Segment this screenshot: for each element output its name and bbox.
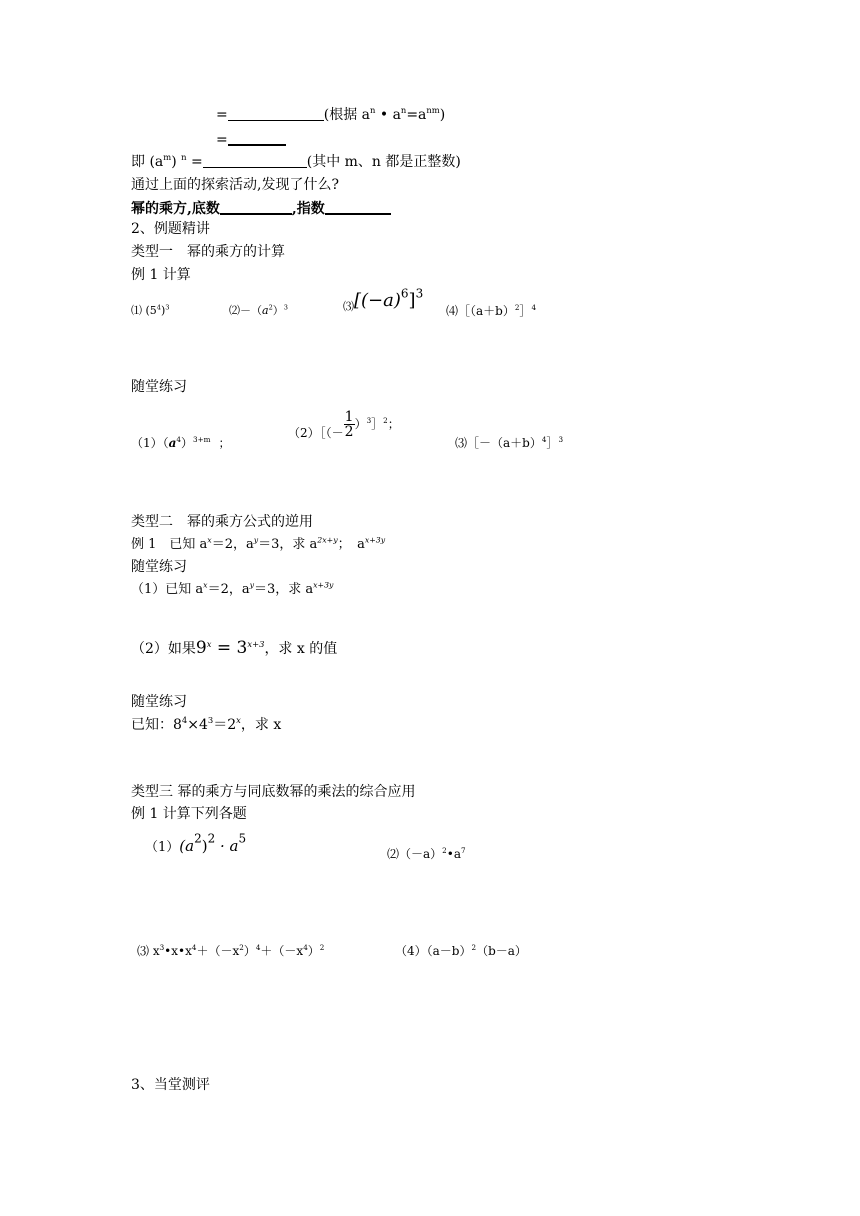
math: ] [408,290,416,311]
practice-3-1 [131,715,282,733]
exponent: 2 [207,831,216,846]
exponent: x [236,715,241,726]
exponent: 4 [531,302,537,312]
section-heading: 2、例题精讲 [131,221,210,237]
problem-2 [229,305,288,316]
math: ） [243,944,256,958]
exponent: 2 [268,303,273,312]
exponent: 2 [383,415,388,425]
exercise-3-1 [145,831,247,855]
exponent: 2 [194,831,202,846]
exponent: 7 [460,845,466,855]
math: ，求 x [240,717,282,733]
math: (a [179,837,195,855]
practice-heading: 随堂练习 [131,559,187,575]
example-heading: 例 1 计算 [131,267,191,283]
exponent: 2 [319,942,325,952]
rule-label: 幂的乘方,底数 [131,201,220,217]
exercise-3-3 [137,942,325,958]
exponent: 4 [156,303,161,312]
equals-sign: = [216,132,228,148]
answer-blank[interactable] [220,201,292,215]
math: ］ [546,436,559,450]
math: （2）如果 [131,641,196,657]
exponent: x [207,535,212,545]
math: ) [201,837,208,855]
math: •a [446,847,461,861]
rule-line [131,201,391,216]
math: ） [272,304,284,317]
exponent: 3 [207,715,214,726]
answer-blank[interactable] [228,132,286,146]
note-text: (根据 a [323,107,370,123]
exponent: 3 [283,303,288,312]
math: ＝3，求 a [254,582,314,597]
answer-blank[interactable] [203,155,307,168]
problem-3 [343,286,424,313]
exponent: 3 [558,434,564,444]
answer-blank[interactable] [325,201,391,215]
derivation-line-1 [216,105,446,123]
problem-1 [131,305,170,316]
note-text: ) [171,154,182,170]
fraction [344,410,355,439]
rule-label: ,指数 [291,201,325,217]
question-text: 通过上面的探索活动,发现了什么? [131,177,339,193]
derivation-line-2 [216,132,286,147]
math: ） [307,944,320,958]
exponent: 2 [442,845,447,855]
practice-2 [288,410,400,454]
math: ； a [337,537,365,552]
numerator: 1 [344,409,354,425]
equals-sign: = [186,154,203,170]
math: = 3 [211,638,248,658]
math: （2）［（－ [288,426,344,440]
exponent: 3 [165,303,170,312]
note-text: =a [406,107,427,123]
exponent: 4 [176,434,181,444]
math: ⑶ x [137,944,160,958]
math: ⑵－（ [229,304,262,317]
note-text: (其中 m、n 都是正整数) [306,154,461,170]
math: ⑷［（a＋b） [446,304,515,318]
exponent: 4 [541,434,547,444]
exponent: n [400,105,407,116]
math: ） [354,417,367,431]
exponent: x [203,580,208,590]
exponent: 3+m [193,434,211,444]
exponent: 2 [471,942,477,952]
math: ＝2，a [211,537,254,552]
type-heading: 类型三 幂的乘方与同底数幂的乘法的综合应用 [131,784,416,800]
math: ； [218,436,231,450]
exponent: 4 [303,942,308,952]
math: ⑶ [343,300,354,313]
type-heading: 类型一 幂的乘方的计算 [131,244,285,260]
exponent: x+3y [313,580,334,590]
exponent: n [370,105,376,116]
math: ＋（－x [196,944,240,958]
derivation-line-3 [131,152,461,170]
exponent: 3 [415,286,424,301]
practice-2-2 [131,640,337,657]
type-heading: 类型二 幂的乘方公式的逆用 [131,514,313,530]
math: ＝2，a [207,582,250,597]
math: （b－a） [476,944,527,958]
answer-blank[interactable] [228,108,324,121]
math: （1） [145,840,180,855]
math: （1）已知 a [131,582,204,597]
exponent: x+3 [247,639,265,650]
exponent: 2 [239,942,244,952]
math-var: a [168,436,177,450]
math: ］ [371,417,384,431]
math: 例 1 已知 a [131,537,208,552]
exponent: 4 [255,942,261,952]
exponent: 2 [514,302,520,312]
note-text: ) [439,107,446,123]
note-text: • a [375,107,401,123]
example-heading: 例 1 计算下列各题 [131,806,247,822]
math: ) [161,304,166,317]
practice-heading: 随堂练习 [131,694,187,710]
problem-4 [446,302,537,318]
exponent: x [206,639,212,650]
exponent: m [163,152,172,163]
math: ⑶［－（a＋b） [455,436,542,450]
math: ＝2 [213,717,237,733]
math: ） [181,436,194,450]
math: ； [387,417,400,431]
math: ＝3，求 a [258,537,318,552]
practice-2-1 [131,580,334,597]
exponent: 6 [400,286,409,301]
exercise-3-2 [387,845,466,861]
exponent: 2x+y [317,535,338,545]
math: 9 [195,638,207,658]
math-var: a [262,304,269,317]
math: ］ [519,304,532,318]
exponent: 4 [191,942,197,952]
exercise-3-4 [395,942,527,958]
exponent: 4 [181,715,188,726]
math: ⑴ (5 [131,304,157,317]
exponent: y [253,535,259,545]
section-heading: 3、当堂测评 [131,1077,210,1093]
math: •x•x [164,944,192,958]
math: ×4 [187,717,208,733]
math: ，求 x 的值 [264,641,338,657]
math: 已知：8 [131,717,182,733]
example-2 [131,535,386,552]
exponent: 3 [159,942,165,952]
math: ＋（－x [260,944,304,958]
exponent: nm [426,105,440,116]
exponent: n [181,152,187,163]
practice-3 [455,434,564,450]
math: [(−a) [354,290,401,311]
exponent: y [249,580,254,590]
math: （4）（a－b） [395,944,472,958]
math: （1）（ [131,436,169,450]
practice-1 [131,434,231,450]
denominator: 2 [344,424,354,440]
practice-heading: 随堂练习 [131,379,187,395]
math: ⑵（－a） [387,847,443,861]
math: · a [215,837,239,855]
exponent: 5 [238,831,247,846]
exponent: 3 [366,415,372,425]
note-text: 即 (a [131,154,164,170]
exponent: x+3y [364,535,386,545]
equals-sign: = [216,107,228,123]
